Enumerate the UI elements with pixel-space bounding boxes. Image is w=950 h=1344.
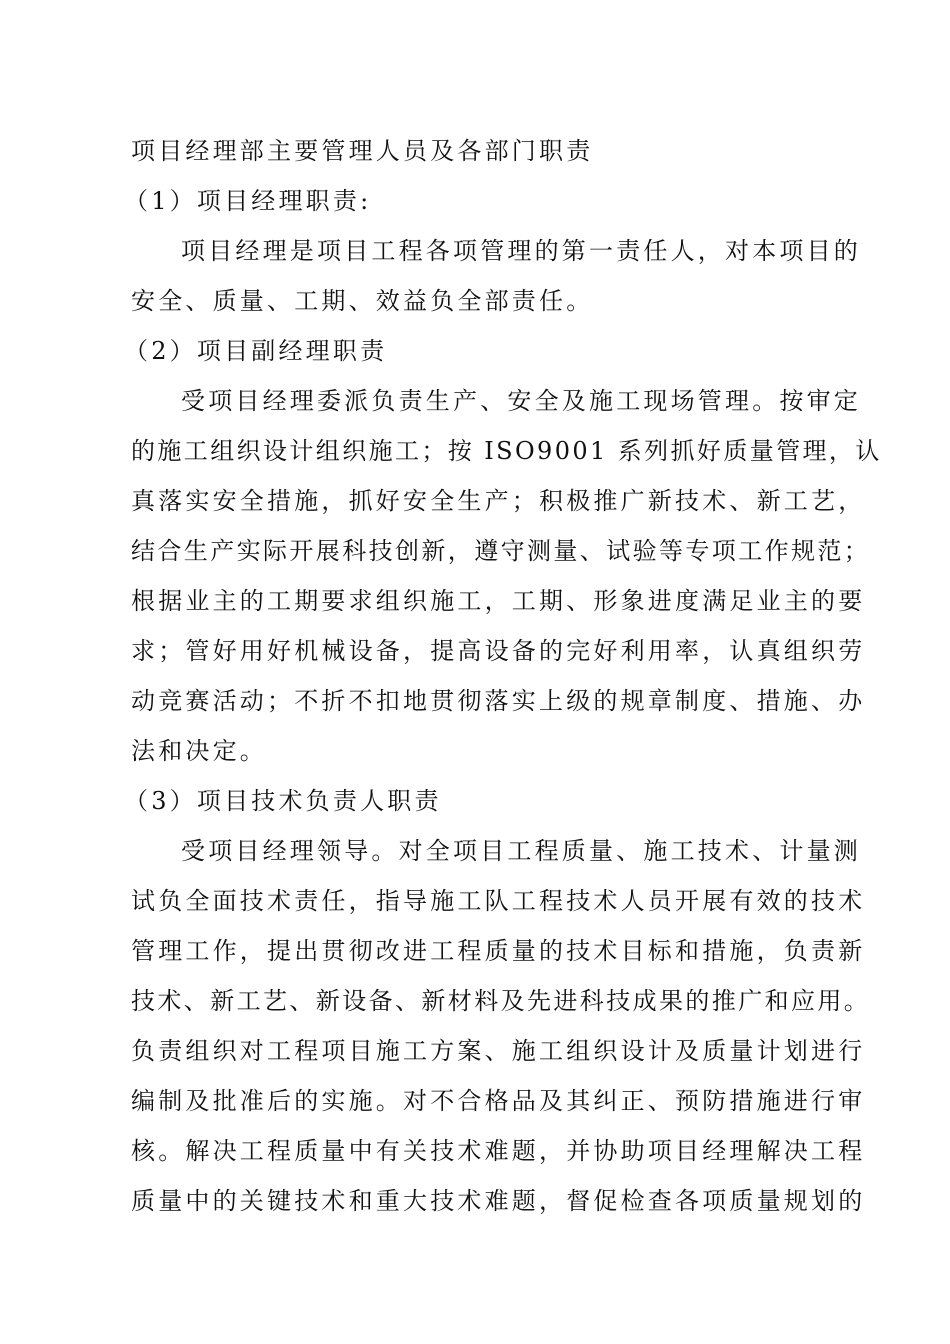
section-3-line-2: 试负全面技术责任，指导施工队工程技术人员开展有效的技术 xyxy=(131,887,866,915)
section-1-line-2: 安全、质量、工期、效益负全部责任。 xyxy=(131,287,594,315)
section-1-line-1: 项目经理是项目工程各项管理的第一责任人，对本项目的 xyxy=(181,237,861,265)
section-3-line-8: 质量中的关键技术和重大技术难题，督促检查各项质量规划的 xyxy=(131,1187,866,1215)
section-2-line-8: 法和决定。 xyxy=(131,737,267,765)
section-2-line-7: 动竞赛活动；不折不扣地贯彻落实上级的规章制度、措施、办 xyxy=(131,687,866,715)
section-3-line-5: 负责组织对工程项目施工方案、施工组织设计及质量计划进行 xyxy=(131,1037,866,1065)
section-3-line-7: 核。解决工程质量中有关技术难题，并协助项目经理解决工程 xyxy=(131,1137,866,1165)
section-3-heading: （3）项目技术负责人职责 xyxy=(124,787,442,815)
section-2-line-2: 的施工组织设计组织施工；按 ISO9001 系列抓好质量管理，认 xyxy=(131,437,882,465)
section-2-heading: （2）项目副经理职责 xyxy=(124,337,388,365)
document-title: 项目经理部主要管理人员及各部门职责 xyxy=(131,137,594,165)
section-3-line-6: 编制及批准后的实施。对不合格品及其纠正、预防措施进行审 xyxy=(131,1087,866,1115)
section-3-line-4: 技术、新工艺、新设备、新材料及先进科技成果的推广和应用。 xyxy=(131,987,871,1015)
section-2-line-5: 根据业主的工期要求组织施工，工期、形象进度满足业主的要 xyxy=(131,587,866,615)
section-2-line-3: 真落实安全措施，抓好安全生产；积极推广新技术、新工艺， xyxy=(131,487,866,515)
section-2-line-4: 结合生产实际开展科技创新，遵守测量、试验等专项工作规范； xyxy=(131,537,871,565)
section-3-line-1: 受项目经理领导。对全项目工程质量、施工技术、计量测 xyxy=(181,837,861,865)
section-1-heading: （1）项目经理职责: xyxy=(124,187,372,215)
section-3-line-3: 管理工作，提出贯彻改进工程质量的技术目标和措施，负责新 xyxy=(131,937,866,965)
section-2-line-1: 受项目经理委派负责生产、安全及施工现场管理。按审定 xyxy=(181,387,861,415)
section-2-line-6: 求；管好用好机械设备，提高设备的完好利用率，认真组织劳 xyxy=(131,637,866,665)
